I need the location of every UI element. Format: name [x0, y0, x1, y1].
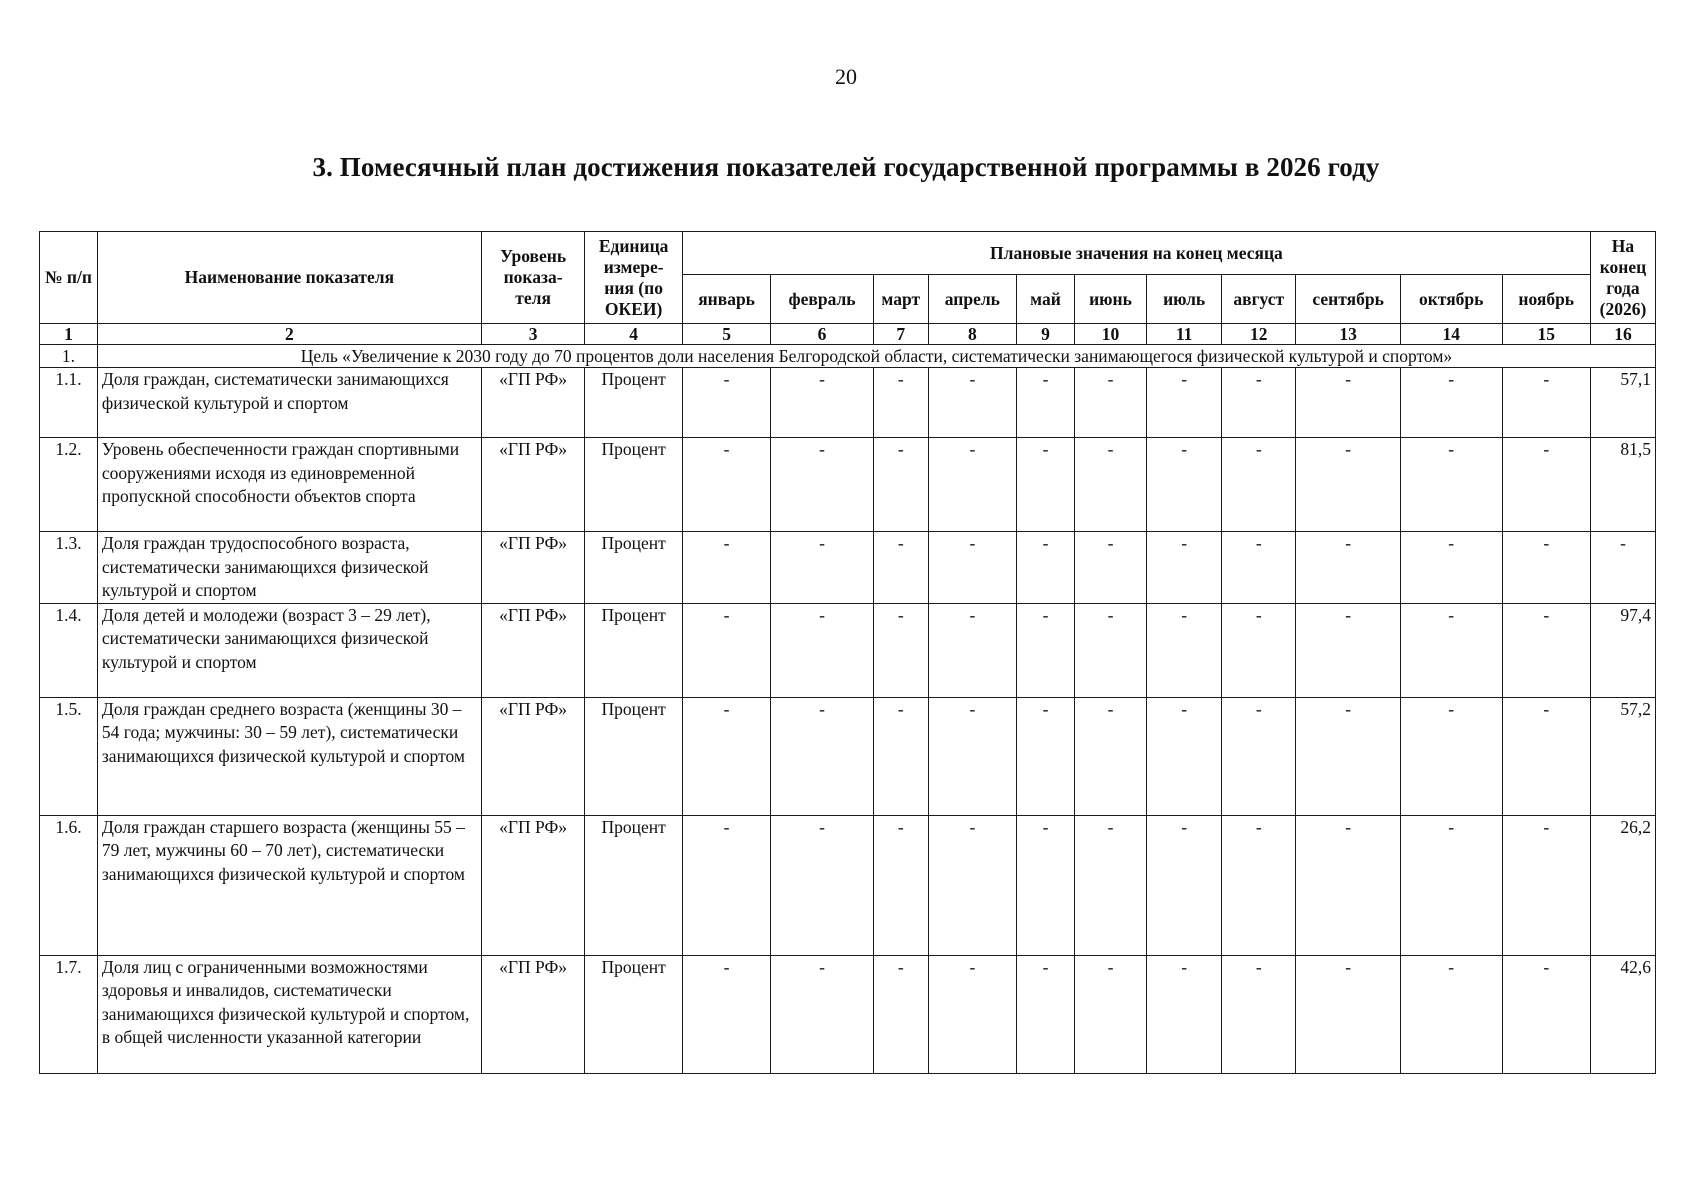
month-value-cell: - [1502, 955, 1590, 1073]
month-value-cell: - [682, 603, 770, 697]
year-end-value-cell: 42,6 [1590, 955, 1655, 1073]
indicator-level-cell: «ГП РФ» [481, 815, 585, 955]
column-number-cell: 14 [1400, 324, 1502, 345]
month-value-cell: - [771, 697, 874, 815]
month-value-cell: - [1017, 815, 1075, 955]
month-value-cell: - [771, 603, 874, 697]
indicator-name-cell: Доля граждан старшего возраста (женщины 55 – 79 лет, мужчины 60 – 70 лет), систематически занимающихся физической культурой и спортом [97, 815, 481, 955]
month-value-cell: - [1074, 603, 1146, 697]
column-header-month: февраль [771, 275, 874, 324]
month-value-cell: - [1147, 532, 1222, 604]
indicator-unit-cell: Процент [585, 815, 683, 955]
month-value-cell: - [1296, 438, 1401, 532]
column-number-cell: 1 [40, 324, 98, 345]
month-value-cell: - [1074, 955, 1146, 1073]
column-number-cell: 9 [1017, 324, 1075, 345]
year-end-value-cell: 97,4 [1590, 603, 1655, 697]
column-header-planned-values: Плановые значения на конец месяца [682, 232, 1590, 275]
month-value-cell: - [1400, 697, 1502, 815]
column-header-month: июнь [1074, 275, 1146, 324]
indicator-unit-cell: Процент [585, 532, 683, 604]
month-value-cell: - [1400, 368, 1502, 438]
row-num-cell: 1.7. [40, 955, 98, 1073]
column-header-year-end: На конец года (2026) [1590, 232, 1655, 324]
month-value-cell: - [682, 955, 770, 1073]
indicator-level-cell: «ГП РФ» [481, 697, 585, 815]
month-value-cell: - [1502, 697, 1590, 815]
column-numbers-row [40, 324, 1656, 345]
month-value-cell: - [873, 955, 928, 1073]
table-header-row [40, 232, 1656, 275]
month-value-cell: - [1147, 955, 1222, 1073]
goal-num: 1. [40, 345, 98, 368]
month-value-cell: - [771, 368, 874, 438]
month-value-cell: - [1147, 438, 1222, 532]
row-num-cell: 1.1. [40, 368, 98, 438]
column-header-month: октябрь [1400, 275, 1502, 324]
month-value-cell: - [928, 815, 1016, 955]
month-value-cell: - [1502, 603, 1590, 697]
column-number-cell: 4 [585, 324, 683, 345]
indicator-level-cell: «ГП РФ» [481, 438, 585, 532]
table-row [40, 438, 1656, 532]
indicator-name-cell: Доля детей и молодежи (возраст 3 – 29 лет), систематически занимающихся физической культурой и спортом [97, 603, 481, 697]
month-value-cell: - [1400, 603, 1502, 697]
column-header-level: Уровень показа-теля [481, 232, 585, 324]
column-number-cell: 13 [1296, 324, 1401, 345]
column-header-month: апрель [928, 275, 1016, 324]
year-end-value-cell: 57,2 [1590, 697, 1655, 815]
month-value-cell: - [928, 368, 1016, 438]
indicator-unit-cell: Процент [585, 603, 683, 697]
month-value-cell: - [1017, 603, 1075, 697]
indicator-level-cell: «ГП РФ» [481, 955, 585, 1073]
month-value-cell: - [1147, 815, 1222, 955]
indicator-level-cell: «ГП РФ» [481, 603, 585, 697]
column-number-cell: 7 [873, 324, 928, 345]
column-number-cell: 11 [1147, 324, 1222, 345]
month-value-cell: - [1222, 603, 1296, 697]
column-number-cell: 16 [1590, 324, 1655, 345]
month-value-cell: - [1222, 815, 1296, 955]
year-end-value-cell: 81,5 [1590, 438, 1655, 532]
month-value-cell: - [1017, 532, 1075, 604]
month-value-cell: - [1400, 532, 1502, 604]
month-value-cell: - [1222, 697, 1296, 815]
column-header-unit: Единица измере-ния (по ОКЕИ) [585, 232, 683, 324]
table-row [40, 815, 1656, 955]
column-number-cell: 5 [682, 324, 770, 345]
month-value-cell: - [1222, 532, 1296, 604]
column-number-cell: 6 [771, 324, 874, 345]
column-number-cell: 10 [1074, 324, 1146, 345]
month-value-cell: - [1074, 438, 1146, 532]
month-value-cell: - [1017, 438, 1075, 532]
month-value-cell: - [928, 438, 1016, 532]
month-value-cell: - [1296, 955, 1401, 1073]
month-value-cell: - [771, 815, 874, 955]
indicator-unit-cell: Процент [585, 368, 683, 438]
month-value-cell: - [1502, 532, 1590, 604]
month-value-cell: - [1400, 955, 1502, 1073]
month-value-cell: - [1296, 697, 1401, 815]
column-number-cell: 2 [97, 324, 481, 345]
column-header-name: Наименование показателя [97, 232, 481, 324]
month-value-cell: - [873, 815, 928, 955]
month-value-cell: - [873, 438, 928, 532]
table-row [40, 368, 1656, 438]
month-value-cell: - [1296, 815, 1401, 955]
month-value-cell: - [873, 697, 928, 815]
indicator-name-cell: Доля лиц с ограниченными возможностями здоровья и инвалидов, систематически занимающихся физической культурой и спортом, в общей численности указанной категории [97, 955, 481, 1073]
month-value-cell: - [1222, 955, 1296, 1073]
row-num-cell: 1.2. [40, 438, 98, 532]
year-end-value-cell: 57,1 [1590, 368, 1655, 438]
row-num-cell: 1.3. [40, 532, 98, 604]
page-title: 3. Помесячный план достижения показателей государственной программы в 2026 году [312, 152, 1380, 182]
column-header-month: январь [682, 275, 770, 324]
month-value-cell: - [771, 438, 874, 532]
indicator-name-cell: Уровень обеспеченности граждан спортивными сооружениями исходя из единовременной пропускной способности объектов спорта [97, 438, 481, 532]
month-value-cell: - [928, 697, 1016, 815]
table-row [40, 603, 1656, 697]
row-num-cell: 1.6. [40, 815, 98, 955]
indicator-name-cell: Доля граждан трудоспособного возраста, систематически занимающихся физической культурой и спортом [97, 532, 481, 604]
page-number: 20 [835, 64, 857, 89]
column-header-month: ноябрь [1502, 275, 1590, 324]
month-value-cell: - [682, 438, 770, 532]
month-value-cell: - [873, 603, 928, 697]
month-value-cell: - [1296, 532, 1401, 604]
month-value-cell: - [1017, 697, 1075, 815]
year-end-value-cell: 26,2 [1590, 815, 1655, 955]
month-value-cell: - [1017, 955, 1075, 1073]
year-end-value-cell: - [1590, 532, 1655, 604]
table-row [40, 697, 1656, 815]
month-value-cell: - [1400, 438, 1502, 532]
indicator-level-cell: «ГП РФ» [481, 532, 585, 604]
table-row [40, 955, 1656, 1073]
month-value-cell: - [1074, 532, 1146, 604]
column-header-month: май [1017, 275, 1075, 324]
indicator-unit-cell: Процент [585, 438, 683, 532]
month-value-cell: - [1147, 603, 1222, 697]
indicators-plan-table [39, 231, 1656, 1074]
month-value-cell: - [771, 532, 874, 604]
column-number-cell: 15 [1502, 324, 1590, 345]
table-row [40, 532, 1656, 604]
month-value-cell: - [1296, 603, 1401, 697]
month-value-cell: - [682, 697, 770, 815]
month-value-cell: - [928, 955, 1016, 1073]
month-value-cell: - [682, 815, 770, 955]
column-number-cell: 3 [481, 324, 585, 345]
month-value-cell: - [1074, 815, 1146, 955]
month-value-cell: - [1074, 697, 1146, 815]
month-value-cell: - [1222, 438, 1296, 532]
goal-text: Цель «Увеличение к 2030 году до 70 процентов доли населения Белгородской области, систематически занимающегося физической культурой и спортом» [97, 345, 1655, 368]
indicator-unit-cell: Процент [585, 697, 683, 815]
month-value-cell: - [1296, 368, 1401, 438]
column-header-num: № п/п [40, 232, 98, 324]
month-value-cell: - [1147, 368, 1222, 438]
column-header-month: март [873, 275, 928, 324]
indicator-name-cell: Доля граждан, систематически занимающихся физической культурой и спортом [97, 368, 481, 438]
month-value-cell: - [1502, 815, 1590, 955]
column-header-month: сентябрь [1296, 275, 1401, 324]
month-value-cell: - [928, 603, 1016, 697]
row-num-cell: 1.4. [40, 603, 98, 697]
column-number-cell: 12 [1222, 324, 1296, 345]
row-num-cell: 1.5. [40, 697, 98, 815]
month-value-cell: - [682, 368, 770, 438]
indicator-unit-cell: Процент [585, 955, 683, 1073]
column-header-month: июль [1147, 275, 1222, 324]
month-value-cell: - [1147, 697, 1222, 815]
month-value-cell: - [682, 532, 770, 604]
month-value-cell: - [1222, 368, 1296, 438]
month-value-cell: - [1017, 368, 1075, 438]
month-value-cell: - [928, 532, 1016, 604]
column-header-month: август [1222, 275, 1296, 324]
indicator-level-cell: «ГП РФ» [481, 368, 585, 438]
month-value-cell: - [771, 955, 874, 1073]
column-number-cell: 8 [928, 324, 1016, 345]
month-value-cell: - [1502, 438, 1590, 532]
month-value-cell: - [1074, 368, 1146, 438]
month-value-cell: - [1400, 815, 1502, 955]
month-value-cell: - [873, 368, 928, 438]
indicator-name-cell: Доля граждан среднего возраста (женщины 30 – 54 года; мужчины: 30 – 59 лет), систематически занимающихся физической культурой и спортом [97, 697, 481, 815]
goal-row [40, 345, 1656, 368]
month-value-cell: - [873, 532, 928, 604]
month-value-cell: - [1502, 368, 1590, 438]
